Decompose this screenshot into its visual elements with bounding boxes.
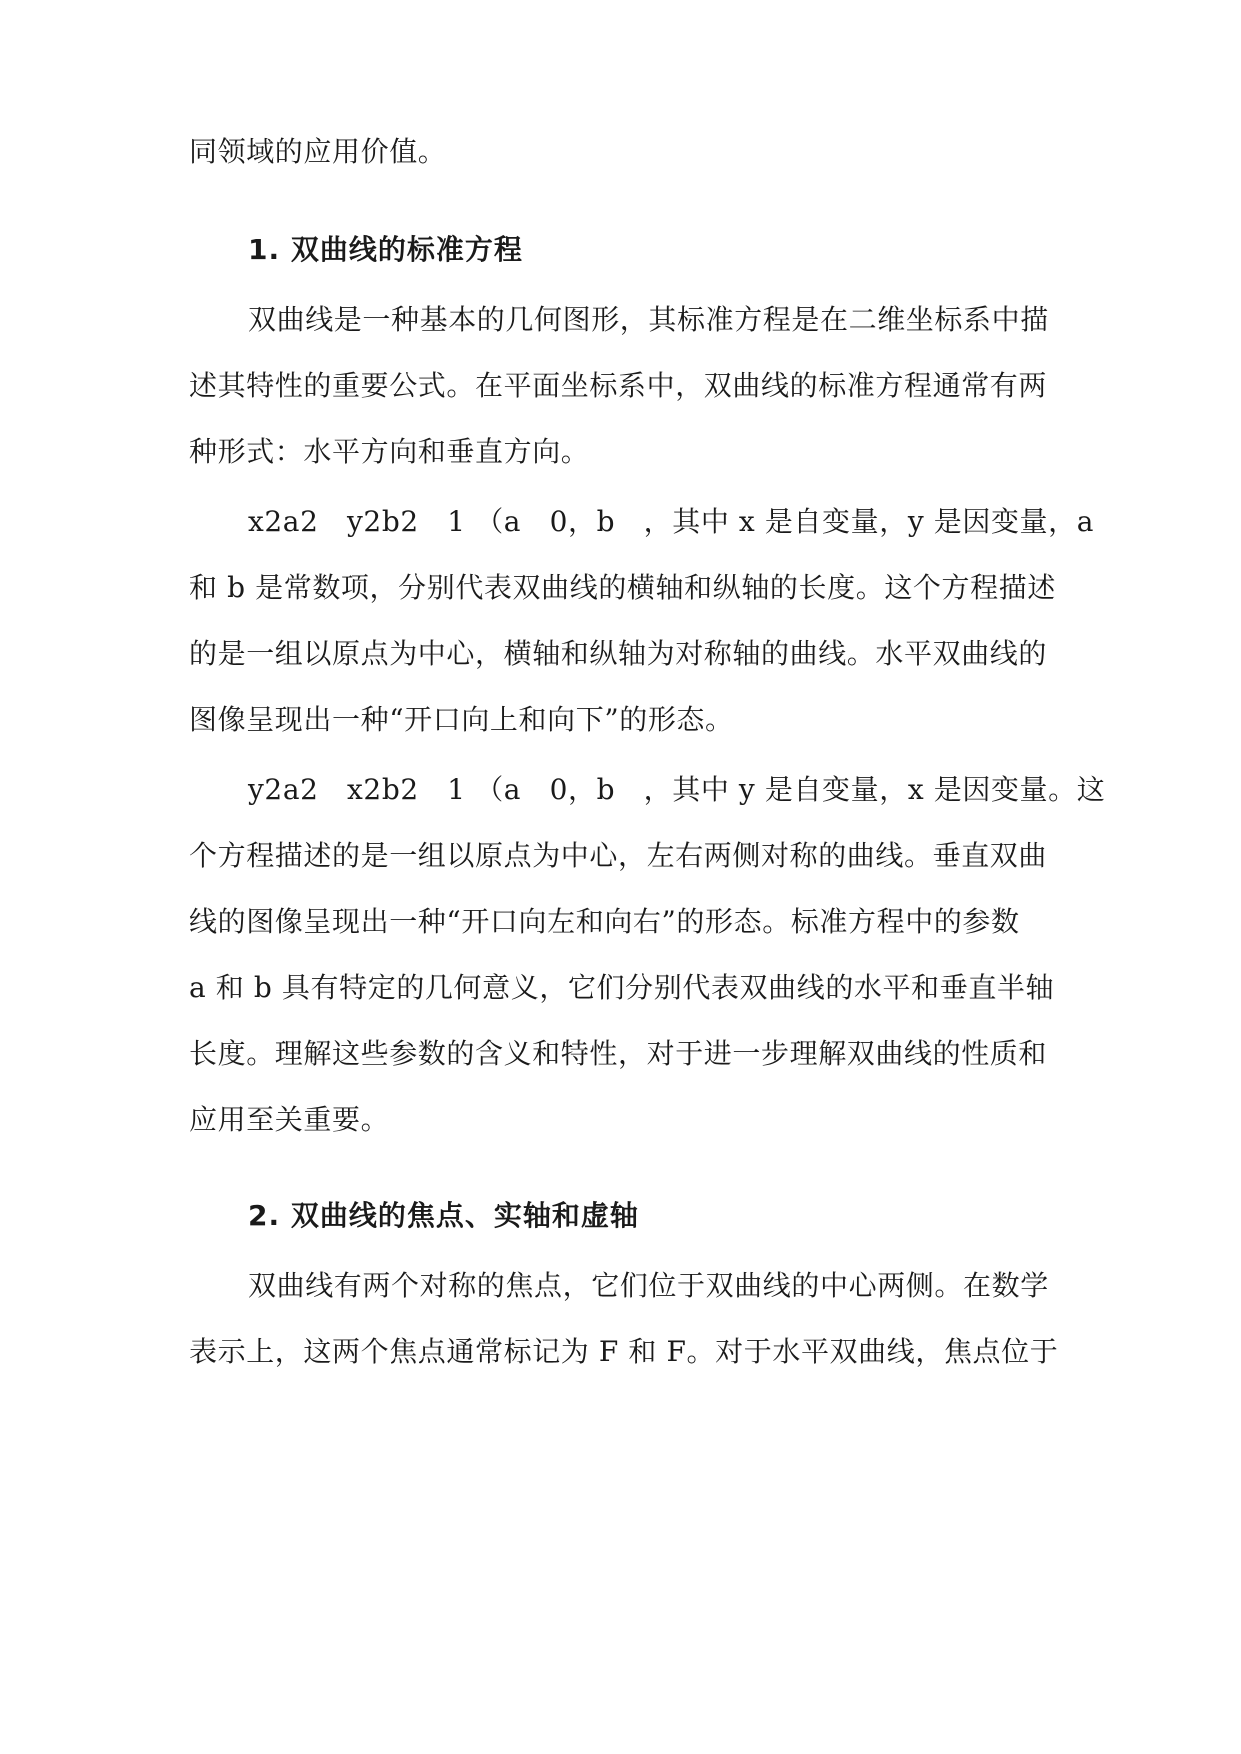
paragraph-line: 个方程描述的是一组以原点为中心，左右两侧对称的曲线。垂直双曲 — [189, 839, 1048, 872]
paragraph-line: 表示上，这两个焦点通常标记为 F 和 F。对于水平双曲线，焦点位于 — [189, 1335, 1059, 1368]
paragraph-line: 双曲线有两个对称的焦点，它们位于双曲线的中心两侧。在数学 — [248, 1269, 1049, 1302]
paragraph-line: 和 b 是常数项，分别代表双曲线的横轴和纵轴的长度。这个方程描述 — [189, 571, 1056, 604]
section-heading-2: 2. 双曲线的焦点、实轴和虚轴 — [248, 1199, 639, 1232]
equation-line-vertical: y2a2 x2b2 1 （a 0，b ，其中 y 是自变量，x 是因变量。这 — [248, 773, 1106, 806]
paragraph-line: 长度。理解这些参数的含义和特性，对于进一步理解双曲线的性质和 — [189, 1037, 1048, 1070]
paragraph-line: 种形式：水平方向和垂直方向。 — [189, 435, 590, 468]
equation-line-horizontal: x2a2 y2b2 1 （a 0，b ，其中 x 是自变量，y 是因变量，a — [248, 505, 1095, 538]
paragraph-line: 的是一组以原点为中心，横轴和纵轴为对称轴的曲线。水平双曲线的 — [189, 637, 1048, 670]
paragraph-line: 线的图像呈现出一种“开口向左和向右”的形态。标准方程中的参数 — [189, 905, 1020, 938]
section-heading-1: 1. 双曲线的标准方程 — [248, 233, 523, 266]
paragraph-line: 应用至关重要。 — [189, 1103, 390, 1136]
paragraph-line: a 和 b 具有特定的几何意义，它们分别代表双曲线的水平和垂直半轴 — [189, 971, 1055, 1004]
paragraph-line: 图像呈现出一种“开口向上和向下”的形态。 — [189, 703, 734, 736]
paragraph-line: 述其特性的重要公式。在平面坐标系中，双曲线的标准方程通常有两 — [189, 369, 1048, 402]
paragraph-line: 同领域的应用价值。 — [189, 135, 447, 168]
paragraph-line: 双曲线是一种基本的几何图形，其标准方程是在二维坐标系中描 — [248, 303, 1049, 336]
